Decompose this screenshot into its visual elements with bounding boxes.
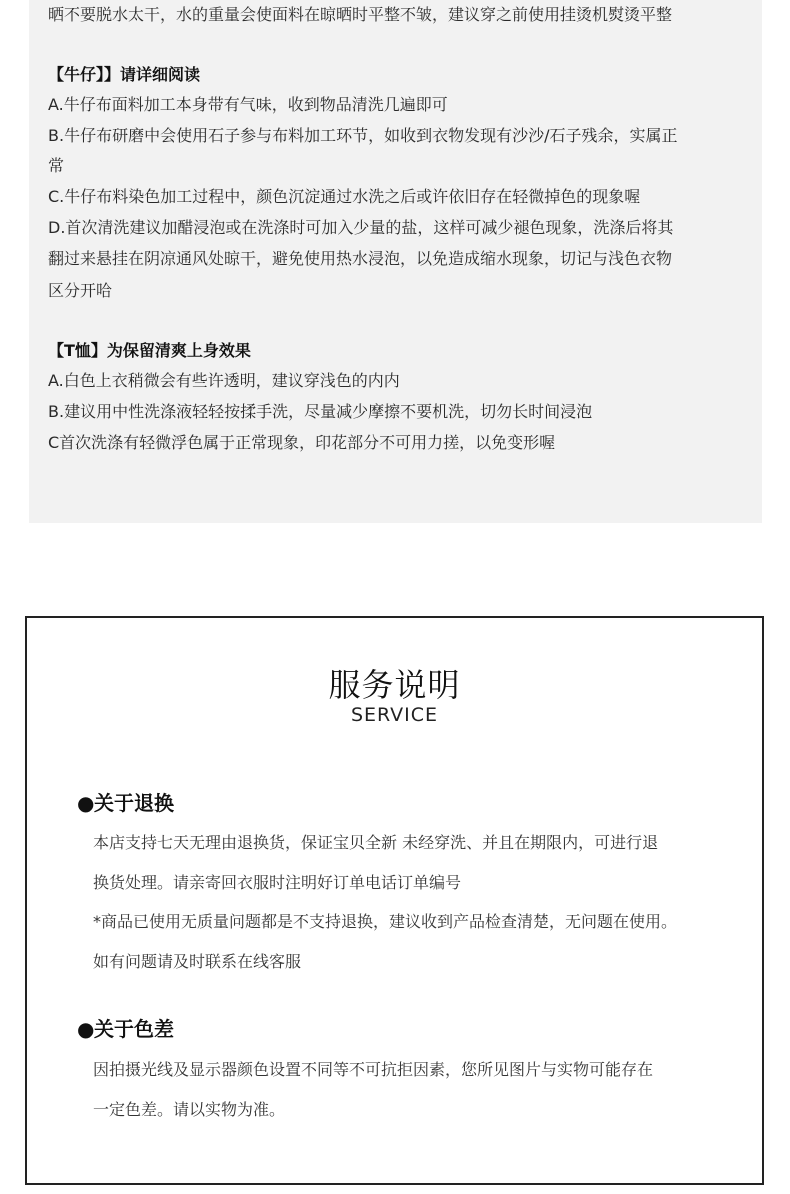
denim-heading: 【牛仔】】请详细阅读 [48,65,201,84]
care-instructions-panel [29,0,762,523]
denim-line: 翻过来悬挂在阴凉通风处晾干，避免使用热水浸泡，以免造成缩水现象，切记与浅色衣物 [48,249,673,268]
return-policy-line: 换货处理。请亲寄回衣服时注明好订单电话订单编号 [93,873,462,892]
denim-line: A.牛仔布面料加工本身带有气味，收到物品清洗几遍即可 [48,95,448,114]
return-policy-line: 如有问题请及时联系在线客服 [93,952,302,971]
tshirt-line: A.白色上衣稍微会有些许透明，建议穿浅色的内内 [48,371,400,390]
denim-line: 常 [48,156,65,175]
service-subtitle: SERVICE [350,704,439,726]
color-heading-text: 关于色差 [94,1017,174,1041]
color-section-heading [77,1016,174,1042]
service-title: 服务说明 [328,666,461,704]
tshirt-line: C首次洗涤有轻微浮色属于正常现象，印花部分不可用力搓，以免变形喔 [48,433,556,452]
tshirt-line: B.建议用中性洗涤液轻轻按揉手洗，尽量减少摩擦不要机洗，切勿长时间浸泡 [48,402,593,421]
care-intro-text: 晒不要脱水太干，水的重量会使面料在晾晒时平整不皱，建议穿之前使用挂烫机熨烫平整 [48,5,673,24]
bullet-icon: ● [77,791,95,815]
color-note-line: 一定色差。请以实物为准。 [93,1100,286,1119]
service-info-box [25,616,764,1185]
bullet-icon: ● [77,1017,95,1041]
denim-line: B.牛仔布研磨中会使用石子参与布料加工环节，如收到衣物发现有沙沙/石子残余，实属正 [48,126,678,145]
denim-line: 区分开哈 [48,281,113,300]
return-section-heading [77,790,174,816]
color-note-line: 因拍摄光线及显示器颜色设置不同等不可抗拒因素，您所见图片与实物可能存在 [93,1060,654,1079]
tshirt-heading: 【T恤】为保留清爽上身效果 [48,341,251,360]
return-policy-line: *商品已使用无质量问题都是不支持退换，建议收到产品检查清楚，无问题在使用。 [93,912,678,931]
denim-line: D.首次清洗建议加醋浸泡或在洗涤时可加入少量的盐，这样可减少褪色现象，洗涤后将其 [48,218,674,237]
denim-line: C.牛仔布料染色加工过程中，颜色沉淀通过水洗之后或许依旧存在轻微掉色的现象喔 [48,187,641,206]
return-heading-text: 关于退换 [94,791,174,815]
return-policy-line: 本店支持七天无理由退换货，保证宝贝全新 未经穿洗、并且在期限内，可进行退 [93,833,659,852]
